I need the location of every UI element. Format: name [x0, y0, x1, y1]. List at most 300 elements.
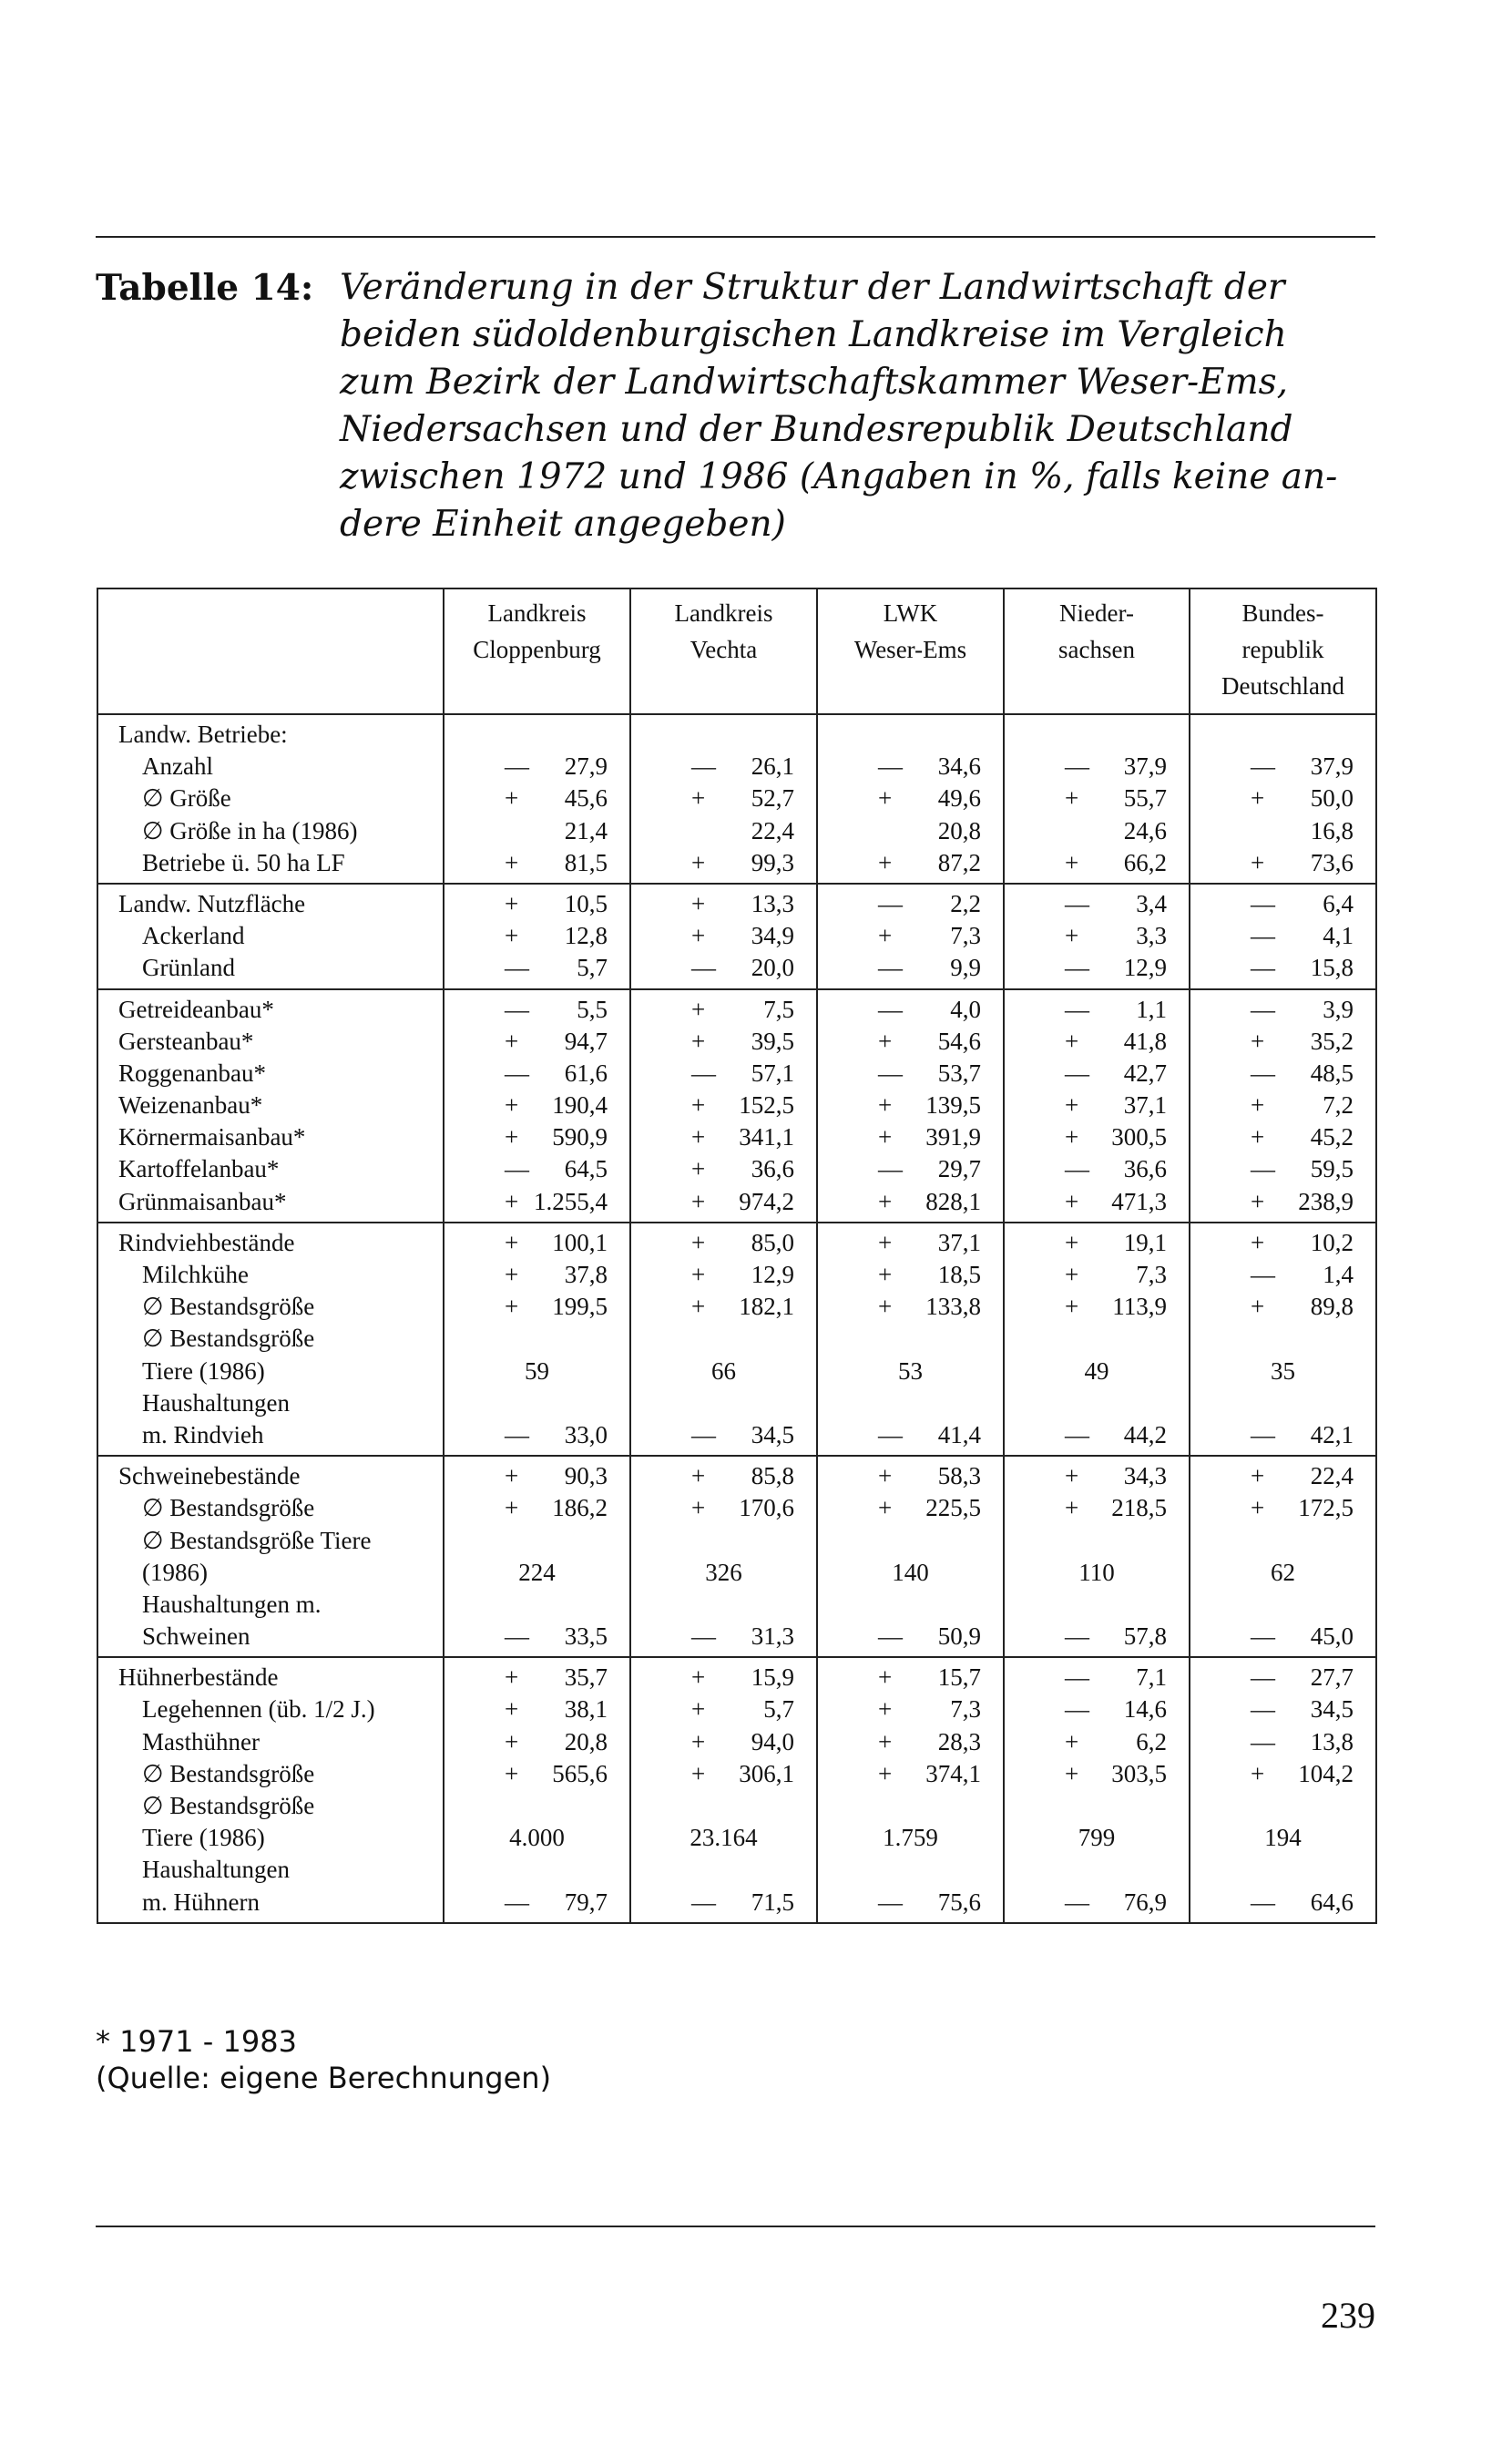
- value-line: [444, 751, 629, 783]
- value-number: 57,8: [1123, 1622, 1167, 1651]
- value-line: [631, 1291, 816, 1323]
- value-number: 1,4: [1323, 1261, 1354, 1288]
- value-cell: [817, 1657, 1004, 1923]
- value-line: [631, 751, 816, 783]
- value-number: 590,9: [552, 1123, 608, 1151]
- caption-line: Niedersachsen und der Bundesrepublik Deutschland: [340, 409, 1293, 450]
- value-number: 35,2: [1310, 1027, 1354, 1055]
- value-line: [818, 1492, 1003, 1524]
- value-number: 35,7: [564, 1663, 608, 1692]
- value-line: [631, 847, 816, 879]
- value-sign: +: [691, 1727, 706, 1755]
- value-cell: [444, 884, 630, 989]
- value-sign: —: [1065, 954, 1089, 982]
- bottom-rule: [96, 2226, 1375, 2227]
- value-line: [1190, 888, 1375, 920]
- page-number: 239: [1321, 2295, 1375, 2336]
- value-line: [1190, 1694, 1375, 1725]
- value-line: [1190, 1387, 1375, 1419]
- value-sign: +: [691, 784, 706, 813]
- value-number: 7,5: [763, 995, 794, 1023]
- value-sign: +: [505, 1663, 519, 1692]
- value-sign: —: [1065, 1663, 1089, 1692]
- value-line: [818, 994, 1003, 1026]
- value-sign: —: [878, 1155, 903, 1183]
- value-line: [1005, 1589, 1189, 1621]
- value-line: [631, 1854, 816, 1886]
- value-cell: [817, 714, 1004, 884]
- value-line: [631, 815, 816, 847]
- value-line: [631, 1058, 816, 1090]
- value-number: 2,2: [950, 889, 981, 917]
- row-label: m. Hühnern: [142, 1888, 260, 1916]
- value-sign: —: [1251, 1888, 1275, 1916]
- value-sign: +: [1065, 848, 1079, 876]
- value-line: [1005, 994, 1189, 1026]
- value-number: 57,1: [751, 1059, 794, 1087]
- caption-line: zum Bezirk der Landwirtschaftskammer Weser-Ems,: [340, 362, 1289, 403]
- value-number: 99,3: [751, 848, 794, 876]
- value-line: [631, 1026, 816, 1058]
- value-number: 326: [705, 1558, 742, 1586]
- row-label: Roggenanbau*: [118, 1059, 266, 1087]
- value-line: [1190, 1090, 1375, 1121]
- value-line: [444, 1356, 629, 1387]
- value-line: [631, 719, 816, 751]
- value-sign: —: [878, 889, 903, 917]
- value-sign: +: [878, 1695, 893, 1724]
- value-line: [1190, 719, 1375, 751]
- footnote-source: (Quelle: eigene Berechnungen): [96, 2061, 552, 2095]
- value-line: [818, 1822, 1003, 1854]
- value-number: 186,2: [552, 1494, 608, 1522]
- value-line: [818, 1758, 1003, 1790]
- value-number: 152,5: [739, 1091, 794, 1120]
- value-line: [1005, 1790, 1189, 1822]
- value-sign: —: [691, 954, 716, 982]
- value-line: [444, 719, 629, 751]
- value-number: 18,5: [937, 1261, 981, 1288]
- value-number: 15,8: [1310, 954, 1354, 982]
- value-line: [818, 1259, 1003, 1291]
- value-line: [1005, 1557, 1189, 1589]
- table-row: [97, 1223, 1376, 1456]
- value-line: [444, 1589, 629, 1621]
- value-cell: [1004, 1456, 1190, 1657]
- row-label: ∅ Größe: [142, 784, 231, 813]
- value-line: [1190, 1058, 1375, 1090]
- value-number: 45,0: [1310, 1622, 1354, 1651]
- value-line: [631, 1323, 816, 1355]
- value-number: 29,7: [937, 1155, 981, 1183]
- value-number: 73,6: [1310, 848, 1354, 876]
- value-line: [1190, 1153, 1375, 1185]
- value-line: [631, 1492, 816, 1524]
- value-sign: +: [1065, 1091, 1079, 1120]
- value-sign: +: [1065, 922, 1079, 950]
- value-line: [631, 1153, 816, 1185]
- value-line: [444, 1259, 629, 1291]
- value-line: [1190, 847, 1375, 879]
- value-line: [1190, 1227, 1375, 1259]
- column-header-weser-ems: LWK Weser-Ems: [817, 588, 1004, 714]
- value-line: [818, 847, 1003, 879]
- value-sign: +: [505, 1027, 519, 1055]
- value-number: 224: [518, 1558, 556, 1586]
- value-number: 45,6: [564, 784, 608, 813]
- value-sign: —: [1065, 752, 1089, 781]
- value-sign: —: [1251, 1420, 1275, 1448]
- value-number: 799: [1078, 1824, 1116, 1852]
- value-number: 100,1: [552, 1228, 608, 1256]
- value-cell: [817, 989, 1004, 1223]
- value-number: 39,5: [751, 1027, 794, 1055]
- column-header-vechta: Landkreis Vechta: [630, 588, 817, 714]
- value-sign: —: [691, 1622, 716, 1651]
- value-line: [818, 1291, 1003, 1323]
- value-line: [444, 1525, 629, 1557]
- value-number: 41,4: [937, 1420, 981, 1448]
- value-number: 94,7: [564, 1027, 608, 1055]
- value-line: [1190, 994, 1375, 1026]
- value-sign: +: [878, 1759, 893, 1787]
- value-sign: +: [691, 1494, 706, 1522]
- value-line: [444, 1121, 629, 1153]
- value-sign: +: [1251, 1123, 1265, 1151]
- row-label: Grünland: [142, 954, 235, 982]
- value-number: 90,3: [564, 1462, 608, 1490]
- value-line: [444, 815, 629, 847]
- row-label: ∅ Bestandsgröße: [142, 1325, 315, 1353]
- value-number: 5,5: [577, 995, 608, 1023]
- value-cell: [817, 1223, 1004, 1456]
- value-number: 3,4: [1136, 889, 1167, 917]
- value-line: [444, 1854, 629, 1886]
- value-number: 225,5: [925, 1494, 981, 1522]
- value-sign: —: [878, 1420, 903, 1448]
- value-line: [444, 1621, 629, 1653]
- value-number: 44,2: [1123, 1420, 1167, 1448]
- value-sign: +: [878, 1027, 893, 1055]
- value-number: 10,5: [564, 889, 608, 917]
- table-header: [97, 588, 1376, 714]
- footnote-period: * 1971 - 1983: [96, 2024, 297, 2059]
- value-number: 37,9: [1310, 752, 1354, 781]
- value-line: [631, 1387, 816, 1419]
- value-sign: —: [878, 1059, 903, 1087]
- value-sign: —: [1251, 1261, 1275, 1288]
- value-line: [1005, 1259, 1189, 1291]
- value-line: [444, 1323, 629, 1355]
- value-line: [444, 1662, 629, 1694]
- row-label: ∅ Bestandsgröße: [142, 1494, 315, 1522]
- value-number: 7,3: [950, 1695, 981, 1724]
- row-label: ∅ Bestandsgröße: [142, 1759, 315, 1787]
- value-line: [1190, 1026, 1375, 1058]
- value-line: [444, 1726, 629, 1758]
- value-line: [1005, 719, 1189, 751]
- value-number: 27,7: [1310, 1663, 1354, 1692]
- value-sign: —: [505, 1888, 529, 1916]
- value-sign: +: [1251, 1091, 1265, 1120]
- value-number: 391,9: [925, 1123, 981, 1151]
- value-number: 6,4: [1323, 889, 1354, 917]
- value-number: 172,5: [1298, 1494, 1354, 1522]
- value-number: 34,3: [1123, 1462, 1167, 1490]
- caption-line: beiden südoldenburgischen Landkreise im Vergleich: [340, 314, 1287, 355]
- value-number: 20,8: [564, 1727, 608, 1755]
- value-cell: [1190, 884, 1376, 989]
- row-label-cell: [97, 1223, 444, 1456]
- value-line: [1190, 815, 1375, 847]
- value-line: [1005, 1419, 1189, 1451]
- value-sign: +: [1065, 784, 1079, 813]
- value-line: [631, 920, 816, 952]
- value-line: [1005, 920, 1189, 952]
- caption-line: zwischen 1972 und 1986 (Angaben in %, falls keine an-: [340, 456, 1338, 497]
- value-number: 59,5: [1310, 1155, 1354, 1183]
- value-line: [631, 952, 816, 984]
- value-sign: —: [505, 995, 529, 1023]
- caption-line: Veränderung in der Struktur der Landwirtschaft der: [340, 267, 1285, 308]
- row-label: Kartoffelanbau*: [118, 1155, 280, 1183]
- value-number: 37,9: [1123, 752, 1167, 781]
- row-label: Anzahl: [142, 752, 213, 781]
- value-cell: [630, 884, 817, 989]
- value-number: 55,7: [1123, 784, 1167, 813]
- table-body: [97, 714, 1376, 1923]
- value-number: 61,6: [564, 1059, 608, 1087]
- row-label: ∅ Größe in ha (1986): [142, 816, 358, 844]
- value-line: [631, 1259, 816, 1291]
- value-sign: +: [505, 1228, 519, 1256]
- table-row: [97, 1456, 1376, 1657]
- value-number: 48,5: [1310, 1059, 1354, 1087]
- value-line: [818, 1387, 1003, 1419]
- value-line: [1190, 952, 1375, 984]
- value-line: [1190, 1887, 1375, 1919]
- row-label: Landw. Betriebe:: [118, 721, 288, 748]
- value-sign: +: [691, 1187, 706, 1215]
- value-sign: +: [878, 784, 893, 813]
- value-line: [444, 1887, 629, 1919]
- value-number: 24,6: [1123, 816, 1167, 844]
- value-number: 66: [711, 1356, 736, 1385]
- value-number: 182,1: [739, 1293, 794, 1321]
- value-line: [631, 783, 816, 814]
- value-sign: +: [1065, 1027, 1079, 1055]
- value-line: [1005, 751, 1189, 783]
- value-number: 49,6: [937, 784, 981, 813]
- value-number: 41,8: [1123, 1027, 1167, 1055]
- value-line: [1005, 1186, 1189, 1218]
- value-cell: [444, 714, 630, 884]
- value-number: 12,9: [751, 1261, 794, 1288]
- value-number: 303,5: [1111, 1759, 1167, 1787]
- value-sign: —: [505, 1420, 529, 1448]
- value-sign: +: [691, 922, 706, 950]
- value-cell: [1004, 714, 1190, 884]
- header-corner-cell: [97, 588, 444, 714]
- value-line: [818, 1356, 1003, 1387]
- value-number: 10,2: [1310, 1228, 1354, 1256]
- value-sign: —: [1251, 922, 1275, 950]
- value-number: 4,1: [1323, 922, 1354, 950]
- value-cell: [630, 989, 817, 1223]
- value-sign: —: [1251, 1727, 1275, 1755]
- value-number: 34,6: [937, 752, 981, 781]
- value-line: [1005, 1854, 1189, 1886]
- value-line: [1005, 1356, 1189, 1387]
- value-line: [631, 1662, 816, 1694]
- value-number: 62: [1271, 1558, 1295, 1586]
- value-sign: +: [1065, 1293, 1079, 1321]
- value-cell: [817, 1456, 1004, 1657]
- value-number: 35: [1271, 1356, 1295, 1385]
- value-number: 341,1: [739, 1123, 794, 1151]
- value-number: 52,7: [751, 784, 794, 813]
- row-label: Ackerland: [142, 922, 245, 950]
- value-line: [444, 888, 629, 920]
- value-line: [1190, 783, 1375, 814]
- value-number: 37,1: [937, 1228, 981, 1256]
- footnotes: [96, 2023, 551, 2096]
- value-line: [818, 1887, 1003, 1919]
- value-number: 16,8: [1310, 816, 1354, 844]
- value-line: [1005, 1387, 1189, 1419]
- value-sign: +: [878, 848, 893, 876]
- value-sign: —: [691, 1420, 716, 1448]
- value-sign: +: [1065, 1187, 1079, 1215]
- value-number: 23.164: [690, 1824, 758, 1852]
- value-line: [1190, 1121, 1375, 1153]
- value-line: [631, 994, 816, 1026]
- value-line: [1005, 1822, 1189, 1854]
- value-sign: +: [691, 1027, 706, 1055]
- value-line: [818, 1227, 1003, 1259]
- value-cell: [817, 884, 1004, 989]
- value-sign: +: [691, 848, 706, 876]
- value-cell: [1190, 1223, 1376, 1456]
- value-line: [444, 1822, 629, 1854]
- value-cell: [444, 1657, 630, 1923]
- value-line: [444, 920, 629, 952]
- value-line: [631, 888, 816, 920]
- value-sign: —: [505, 954, 529, 982]
- value-number: 300,5: [1111, 1123, 1167, 1151]
- value-sign: +: [691, 1123, 706, 1151]
- value-number: 238,9: [1298, 1187, 1354, 1215]
- value-number: 26,1: [751, 752, 794, 781]
- value-number: 42,7: [1123, 1059, 1167, 1087]
- value-line: [1190, 1758, 1375, 1790]
- caption-line: dere Einheit angegeben): [340, 504, 786, 545]
- value-number: 36,6: [1123, 1155, 1167, 1183]
- value-line: [1005, 1621, 1189, 1653]
- row-label: Legehennen (üb. 1/2 J.): [142, 1695, 375, 1724]
- value-number: 75,6: [937, 1888, 981, 1916]
- value-cell: [1190, 714, 1376, 884]
- value-line: [1190, 1726, 1375, 1758]
- value-sign: +: [505, 1462, 519, 1490]
- value-line: [818, 1090, 1003, 1121]
- value-number: 89,8: [1310, 1293, 1354, 1321]
- value-number: 79,7: [564, 1888, 608, 1916]
- row-label-cell: [97, 714, 444, 884]
- value-line: [1005, 1291, 1189, 1323]
- value-sign: +: [1065, 1494, 1079, 1522]
- value-sign: —: [505, 752, 529, 781]
- value-line: [818, 1419, 1003, 1451]
- value-sign: +: [1251, 1462, 1265, 1490]
- row-label: Tiere (1986): [142, 1356, 265, 1385]
- value-line: [818, 1621, 1003, 1653]
- value-number: 71,5: [751, 1888, 794, 1916]
- value-sign: +: [878, 1293, 893, 1321]
- value-line: [1190, 1525, 1375, 1557]
- value-line: [631, 1121, 816, 1153]
- row-label: Haushaltungen: [142, 1856, 290, 1884]
- value-number: 3,9: [1323, 995, 1354, 1023]
- value-sign: +: [505, 1091, 519, 1120]
- value-line: [444, 1026, 629, 1058]
- value-number: 58,3: [937, 1462, 981, 1490]
- row-label: Tiere (1986): [142, 1824, 265, 1852]
- value-sign: +: [505, 1759, 519, 1787]
- value-sign: +: [1251, 1228, 1265, 1256]
- value-sign: +: [1251, 1293, 1265, 1321]
- value-sign: —: [1251, 1622, 1275, 1651]
- value-number: 50,9: [937, 1622, 981, 1651]
- value-line: [444, 783, 629, 814]
- value-sign: —: [1065, 995, 1089, 1023]
- value-number: 5,7: [577, 954, 608, 982]
- value-line: [1005, 1121, 1189, 1153]
- value-line: [818, 1726, 1003, 1758]
- value-sign: +: [1065, 1759, 1079, 1787]
- value-sign: +: [1251, 848, 1265, 876]
- table-row: [97, 884, 1376, 989]
- value-line: [631, 1589, 816, 1621]
- value-sign: —: [1251, 995, 1275, 1023]
- value-sign: +: [691, 1091, 706, 1120]
- value-sign: +: [691, 1663, 706, 1692]
- value-number: 76,9: [1123, 1888, 1167, 1916]
- value-line: [444, 1557, 629, 1589]
- value-sign: +: [505, 1261, 519, 1288]
- value-sign: +: [878, 1228, 893, 1256]
- value-number: 1.255,4: [534, 1187, 608, 1215]
- value-number: 7,2: [1323, 1091, 1354, 1120]
- value-number: 7,3: [1136, 1261, 1167, 1288]
- value-sign: +: [1251, 1187, 1265, 1215]
- value-number: 3,3: [1136, 922, 1167, 950]
- value-line: [1190, 1589, 1375, 1621]
- value-cell: [444, 1456, 630, 1657]
- value-number: 170,6: [739, 1494, 794, 1522]
- value-sign: +: [1065, 1261, 1079, 1288]
- value-number: 33,5: [564, 1622, 608, 1651]
- value-line: [818, 1186, 1003, 1218]
- value-sign: —: [878, 1622, 903, 1651]
- table-caption: [96, 264, 1380, 548]
- row-label: ∅ Bestandsgröße Tiere: [142, 1526, 372, 1554]
- row-label: Masthühner: [142, 1727, 260, 1755]
- value-sign: +: [878, 922, 893, 950]
- value-number: 5,7: [763, 1695, 794, 1724]
- value-line: [631, 1525, 816, 1557]
- value-line: [1005, 1492, 1189, 1524]
